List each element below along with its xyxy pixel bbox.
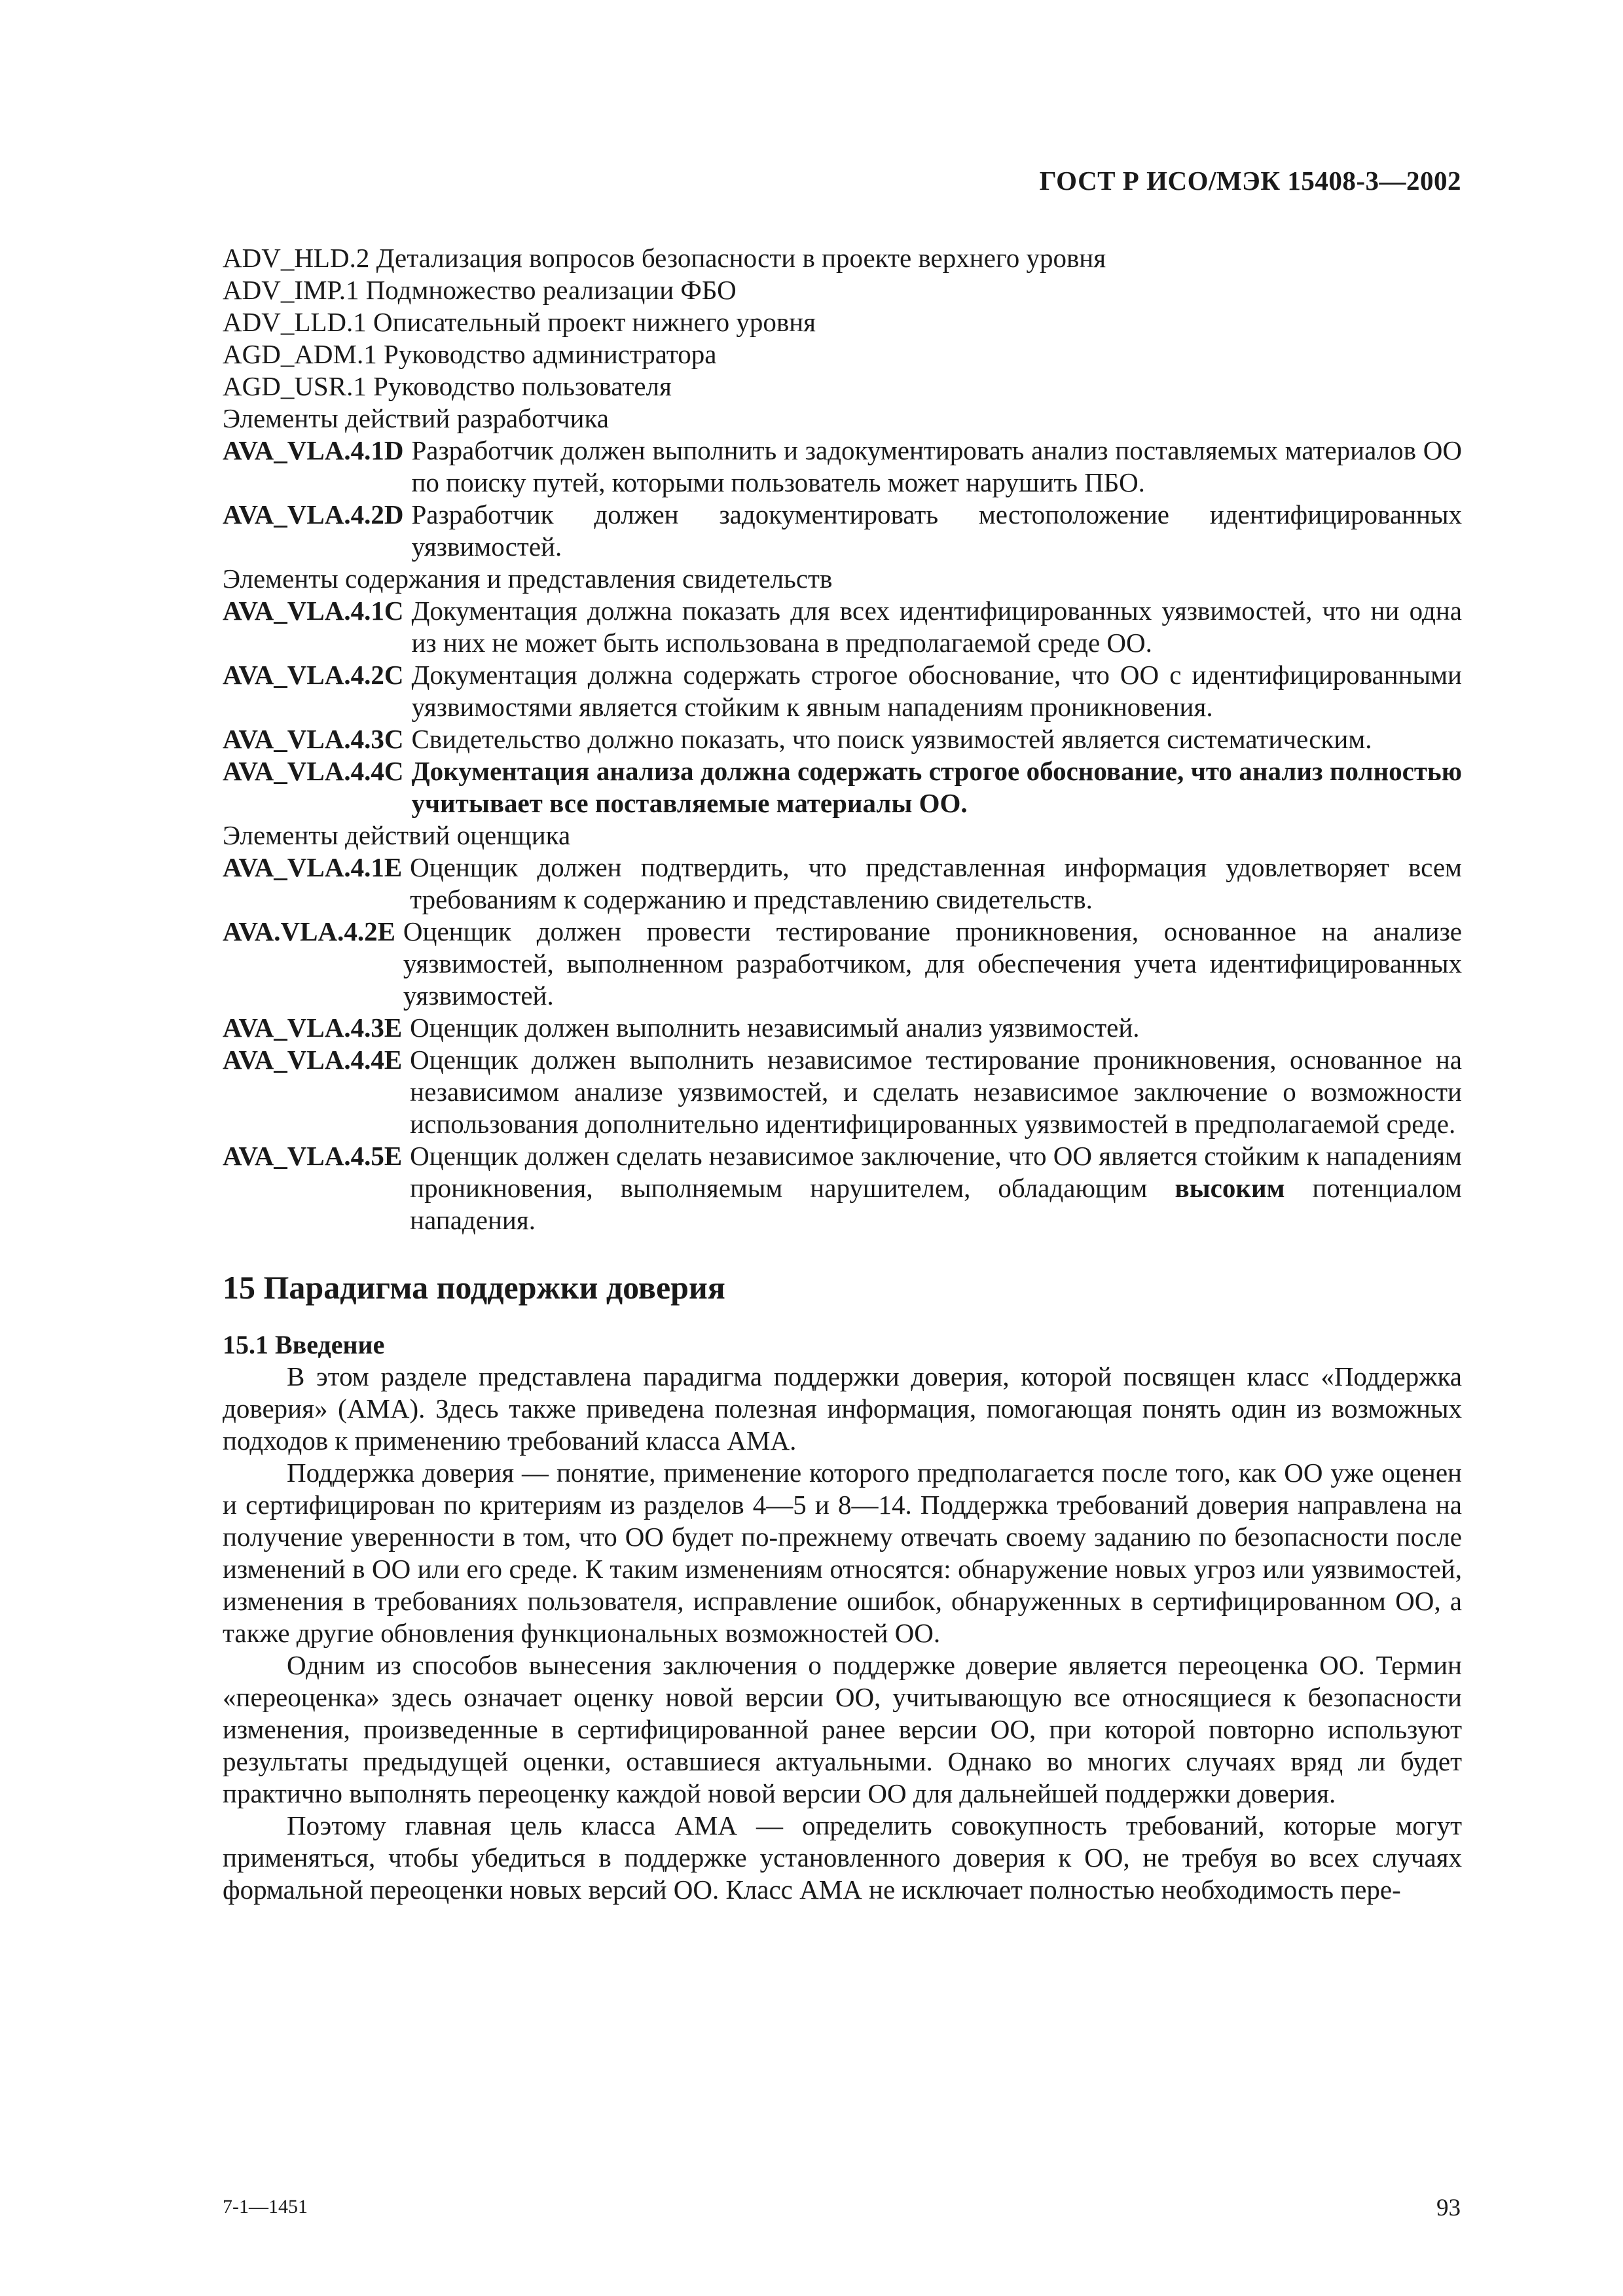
body-paragraph: Поэтому главная цель класса АМА — определить совокупность требований, которые могут применяться, чтобы убедиться в поддержке установленного доверия к ОО, не требуя во всех случаях формальной переоценки новых версий ОО. Класс АМА не исключает полностью необходимость пере- [223,1810,1462,1905]
element-item [223,1140,1462,1236]
element-code: AVA_VLA.4.5E [223,1141,403,1171]
element-item [223,435,1462,499]
element-code: AVA.VLA.4.2E [223,916,395,946]
element-text: Свидетельство должно показать, что поиск уязвимостей является систематическим. [411,724,1372,754]
element-text: Документация должна содержать строгое обоснование, что ОО с идентифицированными уязвимостями является стойким к явным нападениям проникновения. [411,660,1462,722]
element-text [410,1140,1462,1236]
element-item [223,659,1462,723]
element-item [223,1044,1462,1140]
element-text: Оценщик должен выполнить независимый анализ уязвимостей. [410,1013,1140,1043]
element-item [223,916,1462,1012]
body-paragraph: В этом разделе представлена парадигма поддержки доверия, которой посвящен класс «Поддержка доверия» (АМА). Здесь также приведена полезная информация, помогающая понять один из возможных подходов к применению требований класса АМА. [223,1361,1462,1456]
element-item [223,755,1462,819]
element-text: Оценщик должен выполнить независимое тестирование проникновения, основанное на независимом анализе уязвимостей, и сделать независимое заключение о возможности использования дополнительно идентифицированных уязвимостей в предполагаемой среде. [410,1045,1462,1139]
element-text: Разработчик должен выполнить и задокументировать анализ поставляемых материалов ОО по поиску путей, которыми пользователь может нарушить ПБО. [411,435,1462,497]
element-text: Оценщик должен провести тестирование проникновения, основанное на анализе уязвимостей, выполненном разработчиком, для обеспечения учета идентифицированных уязвимостей. [403,916,1462,1011]
element-text-part: потенциалом нападения. [410,1173,1462,1235]
element-code: AVA_VLA.4.3C [223,724,404,754]
element-text: Разработчик должен задокументировать местоположение идентифицированных уязвимостей. [411,499,1462,562]
element-text: Документация должна показать для всех идентифицированных уязвимостей, что ни одна из них не может быть использована в предполагаемой среде ОО. [411,596,1462,658]
component-line: AGD_USR.1 Руководство пользователя [223,371,672,401]
standard-header: ГОСТ Р ИСО/МЭК 15408-3—2002 [1039,166,1461,196]
element-code: AVA_VLA.4.1D [223,435,404,465]
element-text: Оценщик должен подтвердить, что представленная информация удовлетворяет всем требованиям к содержанию и представлению свидетельств. [410,852,1462,914]
element-item [223,1012,1462,1044]
print-mark: 7-1—1451 [223,2196,308,2217]
element-code: AVA_VLA.4.2D [223,499,404,529]
group-heading-evaluator: Элементы действий оценщика [223,820,571,850]
body-paragraph: Одним из способов вынесения заключения о поддержке доверие является переоценка ОО. Термин «переоценка» здесь означает оценку новой версии ОО, учитывающую все относящиеся к безопасности изменения, произведенные в сертифицированной ранее версии ОО, при которой повторно используют результаты предыдущей оценки, оставшиеся актуальными. Однако во многих случаях вряд ли будет практично выполнять переоценку каждой новой версии ОО для дальнейшей поддержки доверия. [223,1650,1462,1808]
element-code: AVA_VLA.4.1C [223,596,404,626]
group-heading-content: Элементы содержания и представления свидетельств [223,564,833,594]
component-line: ADV_LLD.1 Описательный проект нижнего уровня [223,307,816,337]
element-item [223,723,1462,755]
element-text-emphasis: высоким [1175,1173,1285,1203]
body-paragraph: Поддержка доверия — понятие, применение которого предполагается после того, как ОО уже оценен и сертифицирован по критериям из разделов 4—5 и 8—14. Поддержка требований доверия направлена на получение уверенности в том, что ОО будет по-прежнему отвечать своему заданию по безопасности после изменений в ОО или его среде. К таким изменениям относятся: обнаружение новых угроз или уязвимостей, изменения в требованиях пользователя, исправление ошибок, обнаруженных в сертифицированном ОО, а также другие обновления функциональных возможностей ОО. [223,1458,1462,1648]
element-item [223,499,1462,563]
group-heading-developer: Элементы действий разработчика [223,403,609,433]
page-number: 93 [1436,2195,1461,2221]
component-line: ADV_IMP.1 Подмножество реализации ФБО [223,275,737,305]
element-code: AVA_VLA.4.4C [223,756,404,786]
section-heading: 15 Парадигма поддержки доверия [223,1269,725,1306]
element-item [223,595,1462,659]
component-line: AGD_ADM.1 Руководство администратора [223,339,717,369]
element-item [223,852,1462,916]
element-code: AVA_VLA.4.2C [223,660,404,690]
element-code: AVA_VLA.4.1E [223,852,403,882]
element-text-part: Оценщик должен сделать независимое заключение, что ОО является стойким к нападениям проникновения, выполняемым нарушителем, обладающим [410,1141,1462,1203]
element-code: AVA_VLA.4.4E [223,1045,403,1075]
element-code: AVA_VLA.4.3E [223,1013,403,1043]
subsection-heading: 15.1 Введение [223,1330,385,1359]
component-line: ADV_HLD.2 Детализация вопросов безопасности в проекте верхнего уровня [223,243,1106,273]
element-text: Документация анализа должна содержать строгое обоснование, что анализ полностью учитывает все поставляемые материалы ОО. [411,756,1462,818]
page-content [223,242,1462,1906]
